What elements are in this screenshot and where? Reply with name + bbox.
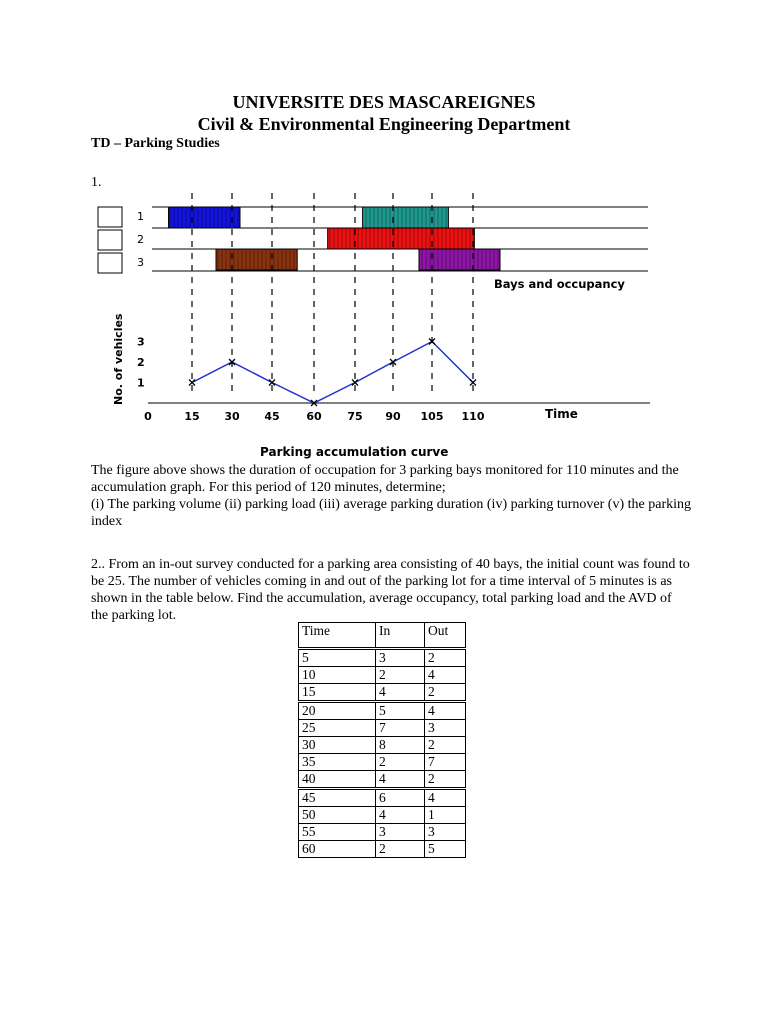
occupancy-bars [169,207,500,270]
y-axis-label: No. of vehicles [112,313,125,405]
cell-time: 5 [299,649,376,667]
table-row [299,824,466,841]
cell-out: 2 [425,649,466,667]
cell-out: 2 [425,771,466,789]
bays-caption: Bays and occupancy [494,277,625,291]
accumulation-point [189,380,195,386]
bay-3-box [98,253,122,273]
cell-in: 8 [376,737,425,754]
cell-in: 7 [376,720,425,737]
header-out: Out [425,623,466,649]
cell-time: 25 [299,720,376,737]
cell-in: 6 [376,789,425,807]
cell-in: 3 [376,649,425,667]
occupancy-bar-texture [419,249,500,270]
bay-1-box [98,207,122,227]
occupancy-bar-texture [216,249,297,270]
document-subtitle: TD – Parking Studies [91,136,220,151]
x-tick-label: 90 [385,410,401,423]
cell-time: 30 [299,737,376,754]
cell-in: 2 [376,754,425,771]
accumulation-point [352,380,358,386]
cell-in: 4 [376,684,425,702]
y-tick-label: 3 [137,335,145,349]
table-row [299,702,466,720]
table-row [299,841,466,858]
cell-out: 4 [425,667,466,684]
table-row [299,754,466,771]
cell-out: 2 [425,684,466,702]
y-tick-label: 2 [137,356,145,369]
y-tick-labels [137,336,145,390]
x-tick-label: 75 [347,410,363,423]
question-1-text: The figure above shows the duration of occupation for 3 parking bays monitored for 110 minutes and the accumulation graph. For this period of 120 minutes, determine; (i) The parking volume (ii) parking load (iii) average parking duration (iv) parking turnover (v) the parking index [91,463,691,529]
table-row [299,684,466,702]
question-1-number: 1. [91,175,102,190]
cell-time: 60 [299,841,376,858]
cell-out: 5 [425,841,466,858]
header-in: In [376,623,425,649]
bay-label-2: 2 [137,233,144,246]
x-tick-label: 110 [461,410,485,423]
bay-2-box [98,230,122,250]
table-row [299,789,466,807]
x-tick-label: 60 [306,410,322,423]
cell-out: 2 [425,737,466,754]
cell-time: 15 [299,684,376,702]
cell-in: 5 [376,702,425,720]
x-axis-label: Time [545,407,578,421]
occupancy-bar-texture [169,207,240,228]
accumulation-point [470,380,476,386]
accumulation-points [189,339,476,407]
bay-label-1: 1 [137,210,144,223]
table-row [299,807,466,824]
occupancy-bar-texture [363,207,449,228]
x-tick-label: 30 [224,410,240,423]
table-row [299,649,466,667]
cell-out: 7 [425,754,466,771]
accumulation-line [192,342,473,404]
cell-in: 2 [376,667,425,684]
cell-time: 40 [299,771,376,789]
header-time: Time [299,623,376,649]
university-title: UNIVERSITE DES MASCAREIGNES [232,92,536,112]
table-row [299,720,466,737]
cell-time: 50 [299,807,376,824]
table-row [299,737,466,754]
accumulation-point [269,380,275,386]
cell-in: 2 [376,841,425,858]
table-row [299,667,466,684]
in-out-table [298,622,466,858]
question-2-text: 2.. From an in-out survey conducted for a parking area consisting of 40 bays, the initial count was found to be 25. The number of vehicles coming in and out of the parking lot for a time interval of 5 minutes is as shown in the table below. Find the accumulation, average occupancy, total parking load and the AVD of the parking lot. [91,557,690,623]
table-row [299,771,466,789]
x-tick-label: 45 [264,410,280,423]
x-tick-labels [144,410,485,423]
cell-out: 4 [425,702,466,720]
cell-time: 45 [299,789,376,807]
cell-time: 10 [299,667,376,684]
department-title: Civil & Environmental Engineering Department [197,114,571,134]
cell-time: 35 [299,754,376,771]
x-tick-label: 15 [184,410,200,423]
parking-figure [0,0,768,462]
cell-out: 3 [425,720,466,737]
bay-label-3: 3 [137,256,144,269]
curve-caption: Parking accumulation curve [260,445,449,459]
x-tick-label: 105 [420,410,444,423]
cell-time: 55 [299,824,376,841]
cell-in: 4 [376,771,425,789]
table-header-row [299,623,466,649]
cell-in: 3 [376,824,425,841]
cell-in: 4 [376,807,425,824]
cell-time: 20 [299,702,376,720]
y-tick-label: 1 [137,376,145,390]
cell-out: 4 [425,789,466,807]
x-tick-label: 0 [144,410,152,423]
cell-out: 1 [425,807,466,824]
occupancy-bar-texture [328,228,475,249]
cell-out: 3 [425,824,466,841]
